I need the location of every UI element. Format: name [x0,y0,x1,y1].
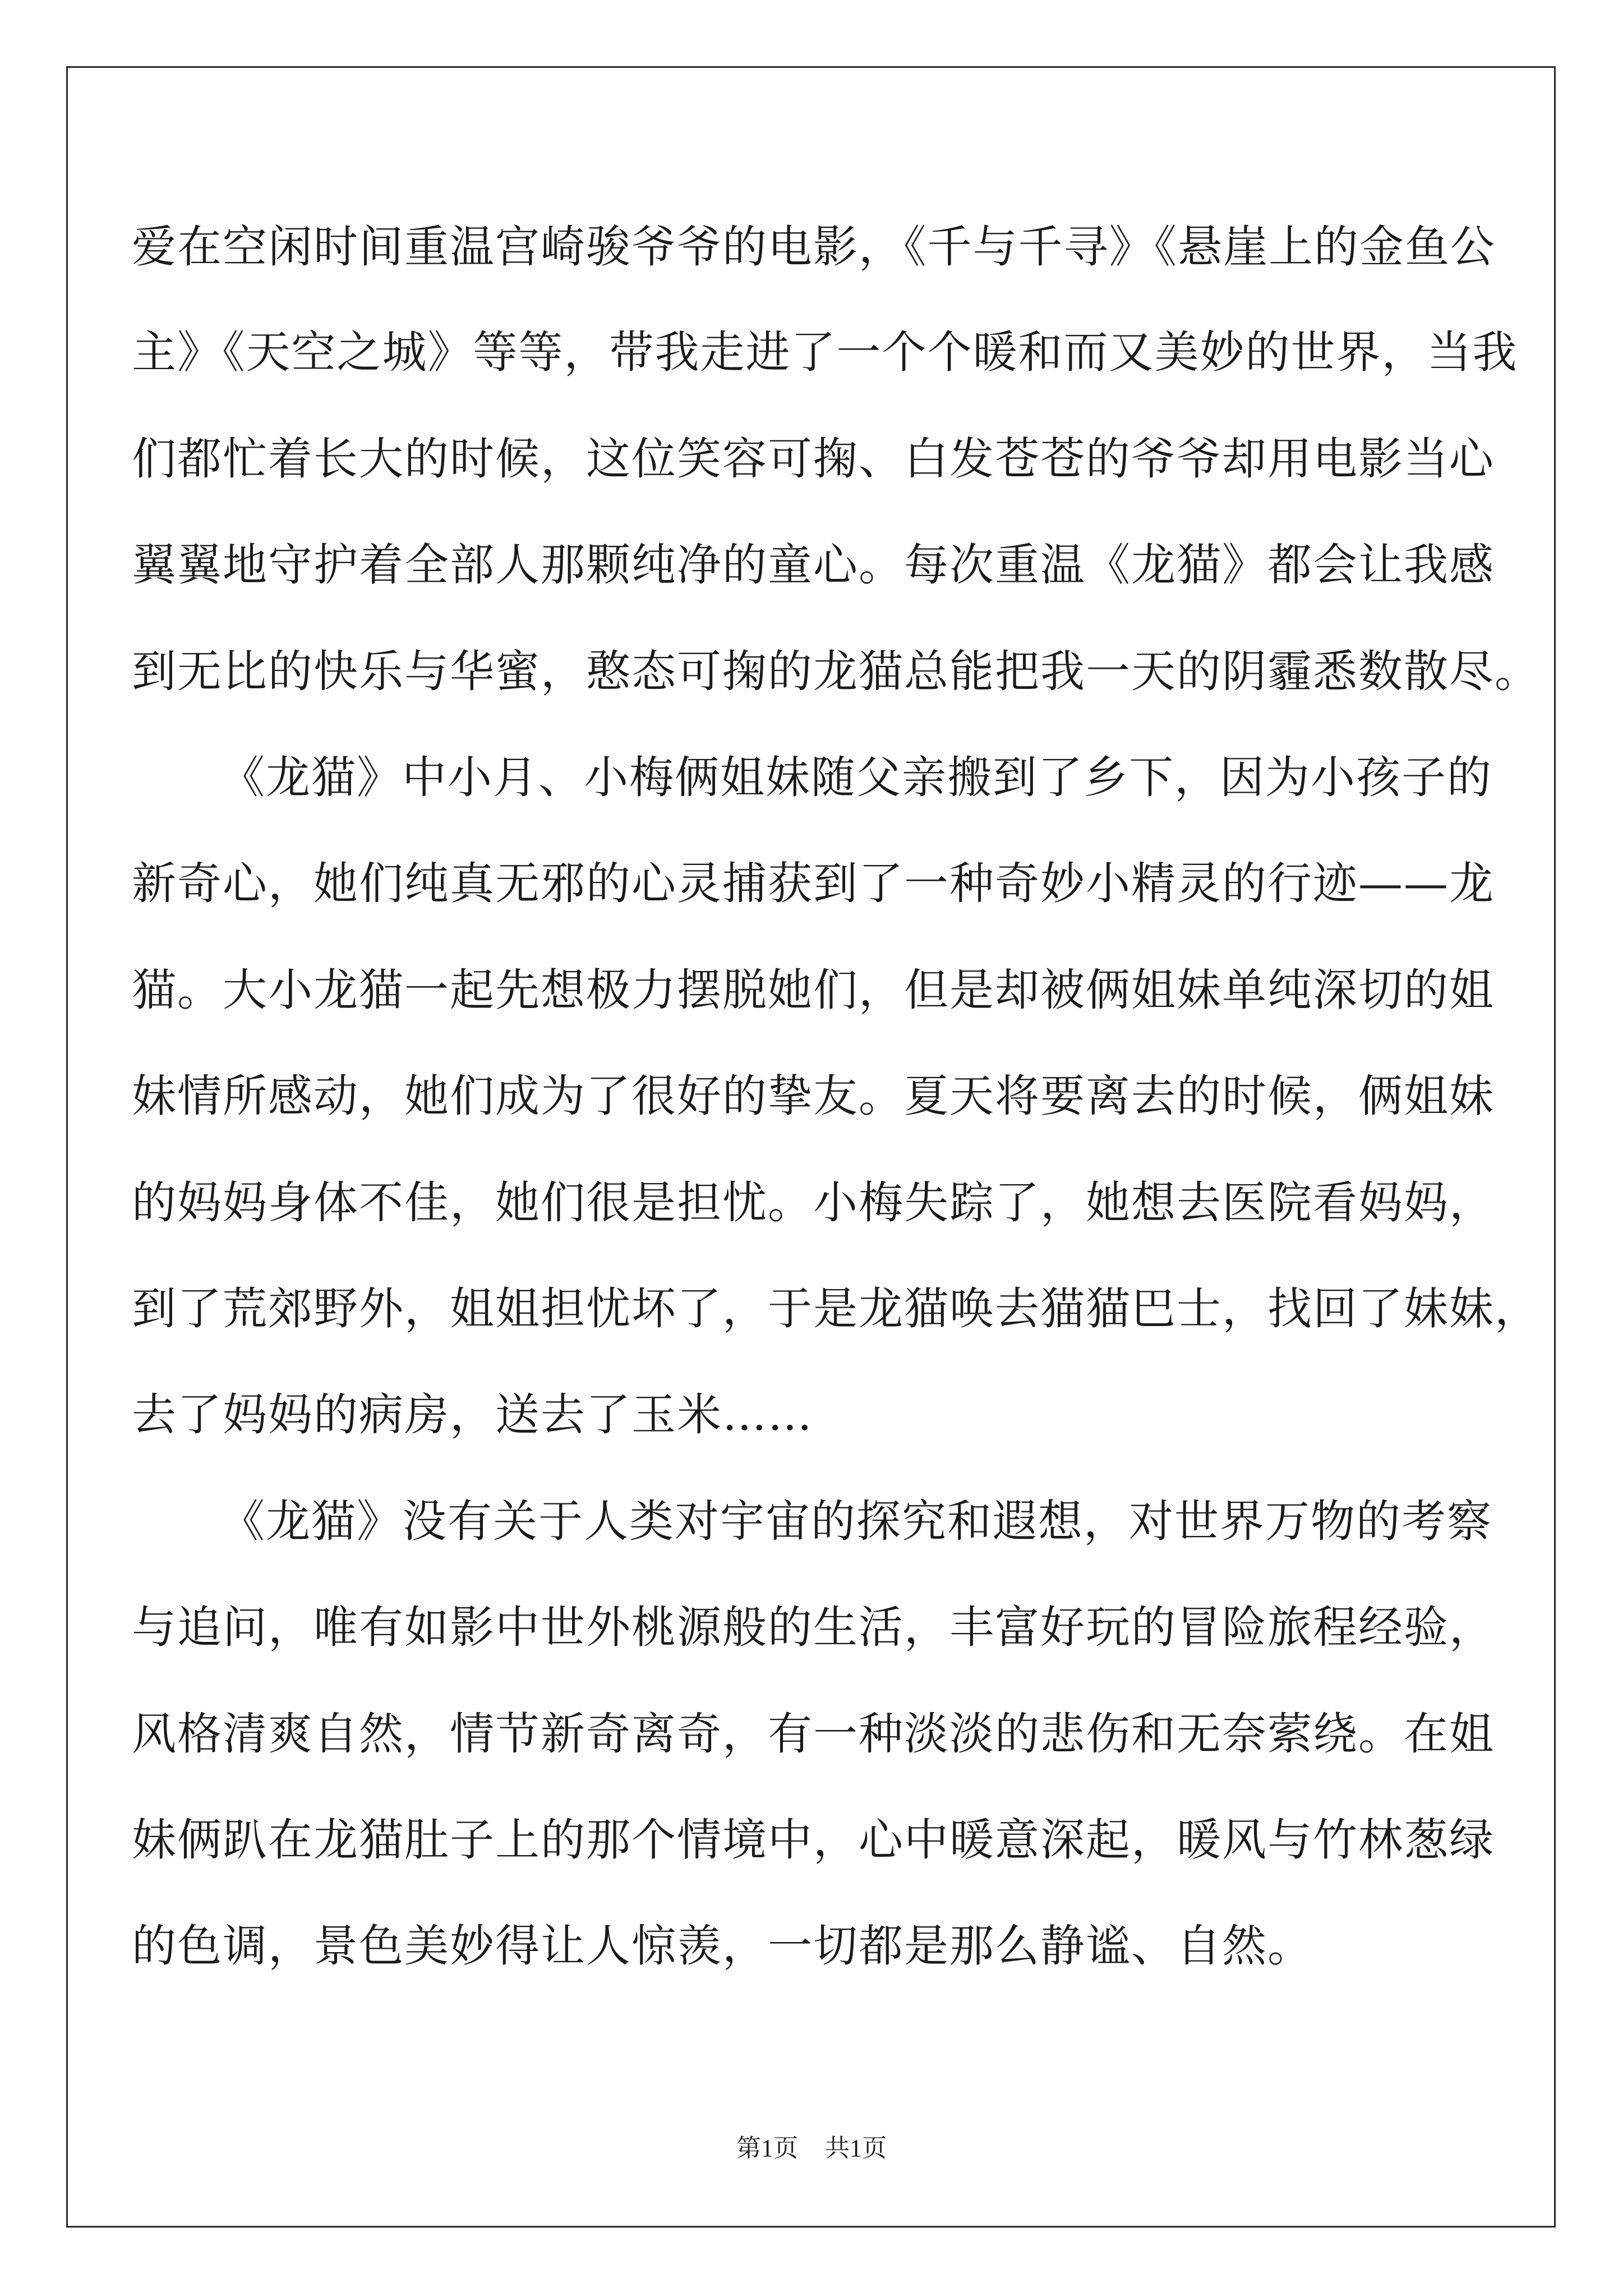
text-line: 《龙猫》中小月、小梅俩姐妹随父亲搬到了乡下，因为小孩子的 [220,752,1492,803]
page-total: 共1页 [825,2134,887,2162]
page-border [66,66,1556,2228]
text-line: 妹俩趴在龙猫肚子上的那个情境中，心中暖意深起，暖风与竹林葱绿 [132,1814,1495,1866]
text-line: 风格清爽自然，情节新奇离奇，有一种淡淡的悲伤和无奈萦绕。在姐 [132,1708,1495,1760]
text-line: 去了妈妈的病房，送去了玉米…… [132,1389,813,1441]
text-line: 主》《天空之城》等等，带我走进了一个个暖和而又美妙的世界，当我 [132,326,1518,378]
text-line: 《龙猫》没有关于人类对宇宙的探究和遐想，对世界万物的考察 [220,1496,1492,1547]
text-line: 的妈妈身体不佳，她们很是担忧。小梅失踪了，她想去医院看妈妈， [132,1177,1495,1228]
page-number: 第1页 [736,2134,798,2162]
text-line: 到了荒郊野外，姐姐担忧坏了，于是龙猫唤去猫猫巴士，找回了妹妹， [132,1283,1540,1335]
text-line: 到无比的快乐与华蜜，憨态可掬的龙猫总能把我一天的阴霾悉数散尽。 [132,646,1540,697]
text-line: 翼翼地守护着全部人那颗纯净的童心。每次重温《龙猫》都会让我感 [132,539,1495,591]
text-line: 新奇心，她们纯真无邪的心灵捕获到了一种奇妙小精灵的行迹——龙 [132,858,1495,909]
text-line: 的色调，景色美妙得让人惊羡，一切都是那么静谧、自然。 [132,1920,1313,1972]
page-footer [0,2132,1623,2165]
text-line: 爱在空闲时间重温宫崎骏爷爷的电影，《千与千寻》《悬崖上的金鱼公 [132,221,1496,273]
text-line: 与追问，唯有如影中世外桃源般的生活，丰富好玩的冒险旅程经验， [132,1602,1495,1653]
text-line: 妹情所感动，她们成为了很好的挚友。夏天将要离去的时候，俩姐妹 [132,1070,1495,1122]
text-line: 猫。大小龙猫一起先想极力摆脱她们，但是却被俩姐妹单纯深切的姐 [132,964,1495,1016]
text-line: 们都忙着长大的时候，这位笑容可掬、白发苍苍的爷爷却用电影当心 [132,433,1495,485]
